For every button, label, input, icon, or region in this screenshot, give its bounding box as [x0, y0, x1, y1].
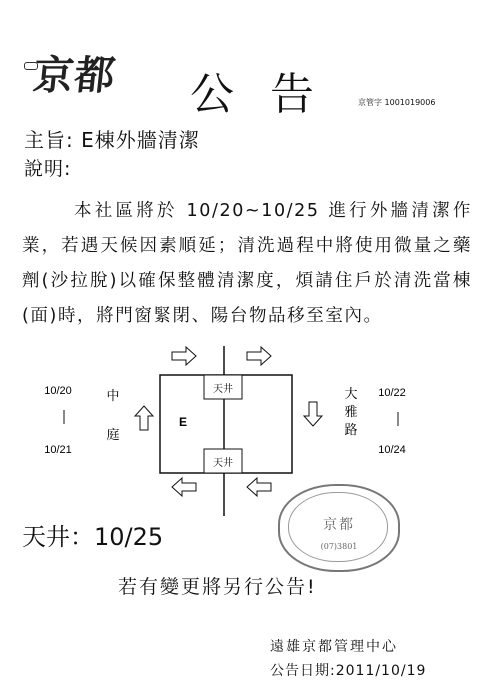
notice-body — [22, 194, 472, 334]
right-label-char: 大 — [344, 386, 358, 401]
notice-body-paragraph: 本社區將於 10/20~10/25 進行外牆清潔作業，若遇天候因素順延；清洗過程中將使用微量之藥劑(沙拉脫)以確保整體清潔度，煩請住戶於清洗當棟(面)時，將門窗緊閉、陽台物品移至室內。 — [22, 201, 472, 326]
document-number: 京管字 1001019006 — [358, 98, 436, 107]
logo: 京都 — [31, 52, 119, 99]
building-label: E — [178, 415, 188, 429]
left-label-char: 中 — [106, 388, 120, 403]
subject-line: 主旨: E棟外牆清潔 — [24, 128, 200, 152]
arrow-left-icon — [172, 478, 196, 496]
right-label-char: 雅 — [344, 404, 358, 419]
notice-title: 公告 — [190, 69, 350, 120]
left-label-char: 庭 — [106, 427, 120, 442]
description-label: 說明: — [24, 158, 72, 180]
official-seal — [278, 484, 400, 572]
right-end-date: 10/24 — [378, 444, 406, 456]
skylight-schedule: 天井：10/25 — [22, 523, 164, 551]
arrow-up-icon — [135, 406, 153, 430]
seal-phone: (07)3801 — [320, 542, 358, 551]
arrow-right-icon — [172, 347, 196, 365]
left-end-date: 10/21 — [44, 444, 72, 456]
management-center-name: 遠雄京都管理中心 — [270, 639, 398, 655]
seal-text: 京都 — [323, 517, 355, 533]
skylight-top-label: 天井 — [213, 384, 233, 395]
left-start-date: 10/20 — [44, 385, 72, 397]
change-notice: 若有變更將另行公告! — [118, 576, 317, 598]
notice-date: 公告日期:2011/10/19 — [270, 663, 427, 679]
arrow-left-icon — [247, 478, 271, 496]
right-label-char: 路 — [344, 422, 358, 437]
arrow-down-icon — [304, 402, 322, 426]
right-start-date: 10/22 — [378, 387, 406, 399]
cleaning-schedule-diagram — [0, 340, 489, 520]
arrow-right-icon — [247, 347, 271, 365]
skylight-bottom-label: 天井 — [213, 458, 233, 469]
